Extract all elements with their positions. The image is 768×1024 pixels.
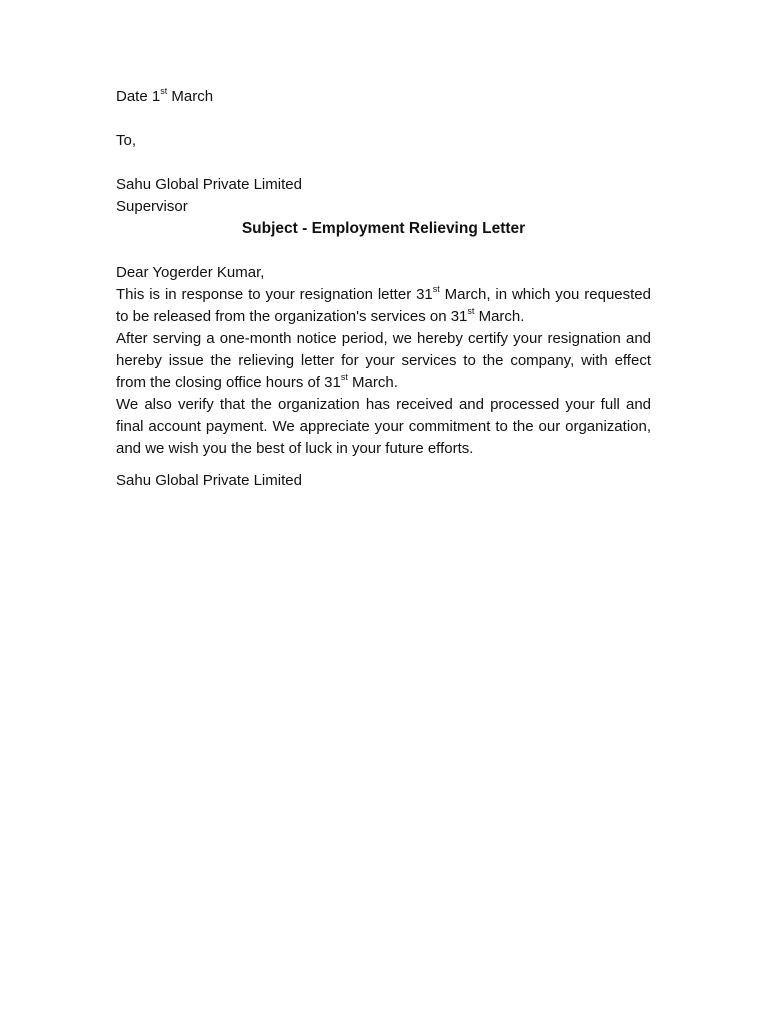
para2-text-b: March. [347,374,398,391]
date-superscript: st [160,86,168,96]
para1-text-a: This is in response to your resignation letter 31 [116,286,433,303]
recipient-company: Sahu Global Private Limited [116,176,302,193]
para1-superscript-a: st [432,284,440,294]
letter-salutation: Dear Yogerder Kumar, [116,264,265,281]
relieving-letter [116,86,651,492]
paragraph-resignation-response [116,284,651,328]
para1-superscript-b: st [467,306,475,316]
paragraph-final-payment: We also verify that the organization has received and processed your full and final account payment. We appreciate your commitment to the our organization, and we wish you the best of luck in your future efforts. [116,396,651,457]
letter-date [116,86,651,108]
date-prefix: Date 1 [116,88,161,105]
letter-subject: Subject - Employment Relieving Letter [241,220,526,237]
letter-signature: Sahu Global Private Limited [116,472,302,489]
para1-text-b: March, in which you requested to be released from the organization's services on 31 [116,286,651,325]
recipient-to: To, [116,132,137,149]
para2-superscript: st [340,372,348,382]
paragraph-certification [116,328,651,394]
recipient-position: Supervisor [116,198,188,215]
date-suffix: March [167,88,214,105]
para2-text-a: After serving a one-month notice period, we hereby certify your resignation and hereby issue the relieving letter for your services to the company, with effect from the closing office hours of 31 [116,330,651,391]
para1-text-c: March. [474,308,525,325]
